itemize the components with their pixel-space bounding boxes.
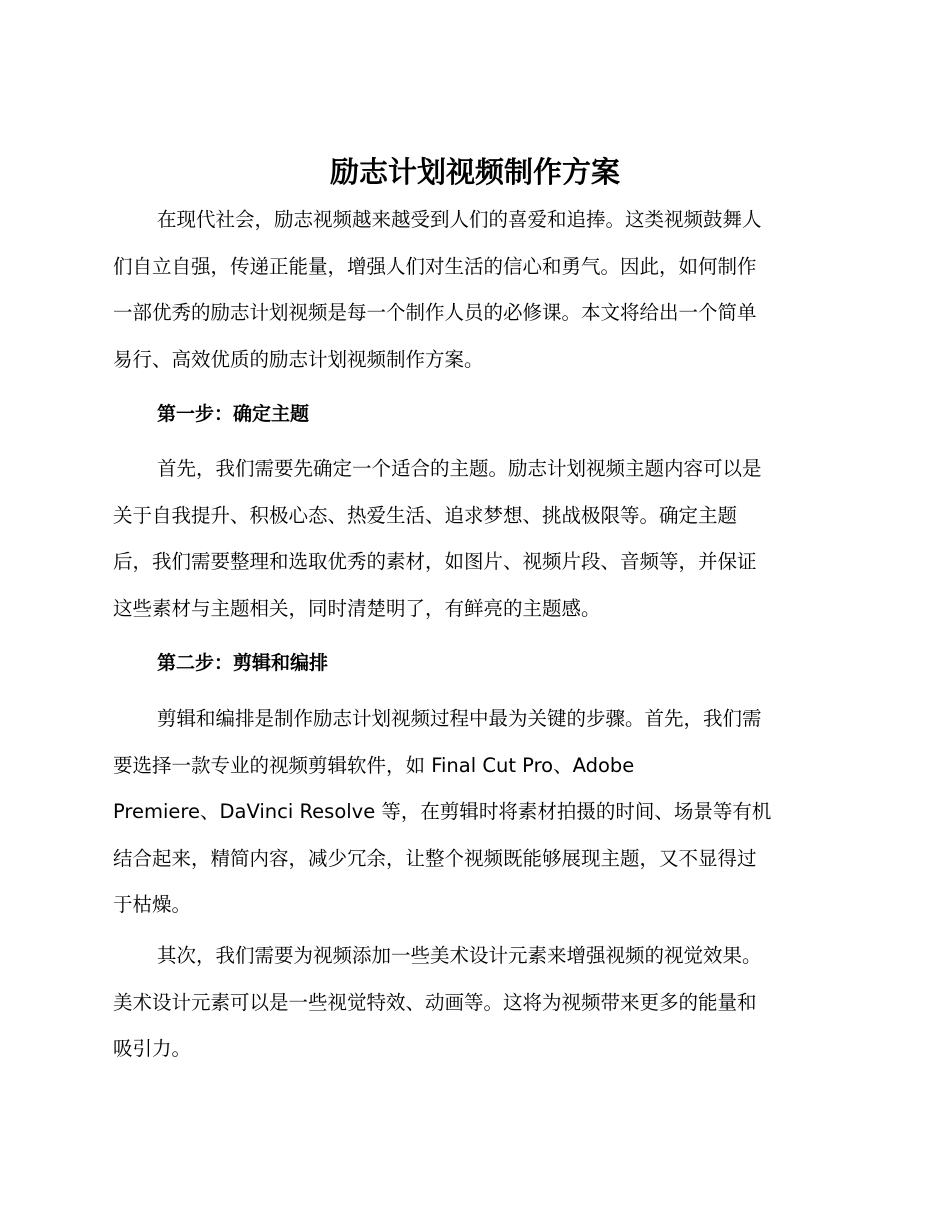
paragraph-line: 要选择一款专业的视频剪辑软件，如 Final Cut Pro、Adobe bbox=[113, 753, 635, 777]
paragraph-line: 一部优秀的励志计划视频是每一个制作人员的必修课。本文将给出一个简单 bbox=[113, 301, 757, 324]
step1-heading: 第一步：确定主题 bbox=[157, 403, 310, 425]
paragraph-line: 们自立自强，传递正能量，增强人们对生活的信心和勇气。因此，如何制作 bbox=[113, 254, 757, 278]
paragraph-line: 在现代社会，励志视频越来越受到人们的喜爱和追捧。这类视频鼓舞人 bbox=[157, 208, 762, 231]
paragraph-line: 易行、高效优质的励志计划视频制作方案。 bbox=[113, 347, 484, 371]
paragraph-line: 后，我们需要整理和选取优秀的素材，如图片、视频片段、音频等，并保证 bbox=[113, 550, 757, 573]
paragraph-line: 这些素材与主题相关，同时清楚明了，有鲜亮的主题感。 bbox=[113, 596, 601, 620]
paragraph-line: 关于自我提升、积极心态、热爱生活、追求梦想、挑战极限等。确定主题 bbox=[113, 503, 738, 527]
step1-paragraph bbox=[113, 446, 837, 632]
paragraph-line: 剪辑和编排是制作励志计划视频过程中最为关键的步骤。首先，我们需 bbox=[157, 707, 762, 730]
paragraph-line: 其次，我们需要为视频添加一些美术设计元素来增强视频的视觉效果。 bbox=[157, 944, 762, 967]
paragraph-line: 美术设计元素可以是一些视觉特效、动画等。这将为视频带来更多的能量和 bbox=[113, 990, 757, 1014]
step2-paragraph-2 bbox=[113, 933, 837, 1073]
intro-paragraph bbox=[113, 197, 837, 383]
paragraph-line: 首先，我们需要先确定一个适合的主题。励志计划视频主题内容可以是 bbox=[157, 457, 762, 480]
paragraph-line: 于枯燥。 bbox=[113, 893, 192, 916]
paragraph-line: 结合起来，精简内容，减少冗余，让整个视频既能够展现主题，又不显得过 bbox=[113, 846, 757, 870]
document-title: 励志计划视频制作方案 bbox=[329, 155, 620, 189]
step2-paragraph bbox=[113, 696, 837, 929]
paragraph-line: 吸引力。 bbox=[113, 1037, 192, 1060]
paragraph-line: Premiere、DaVinci Resolve 等，在剪辑时将素材拍摄的时间、场景等有机 bbox=[113, 800, 772, 823]
step2-heading: 第二步：剪辑和编排 bbox=[157, 652, 329, 674]
